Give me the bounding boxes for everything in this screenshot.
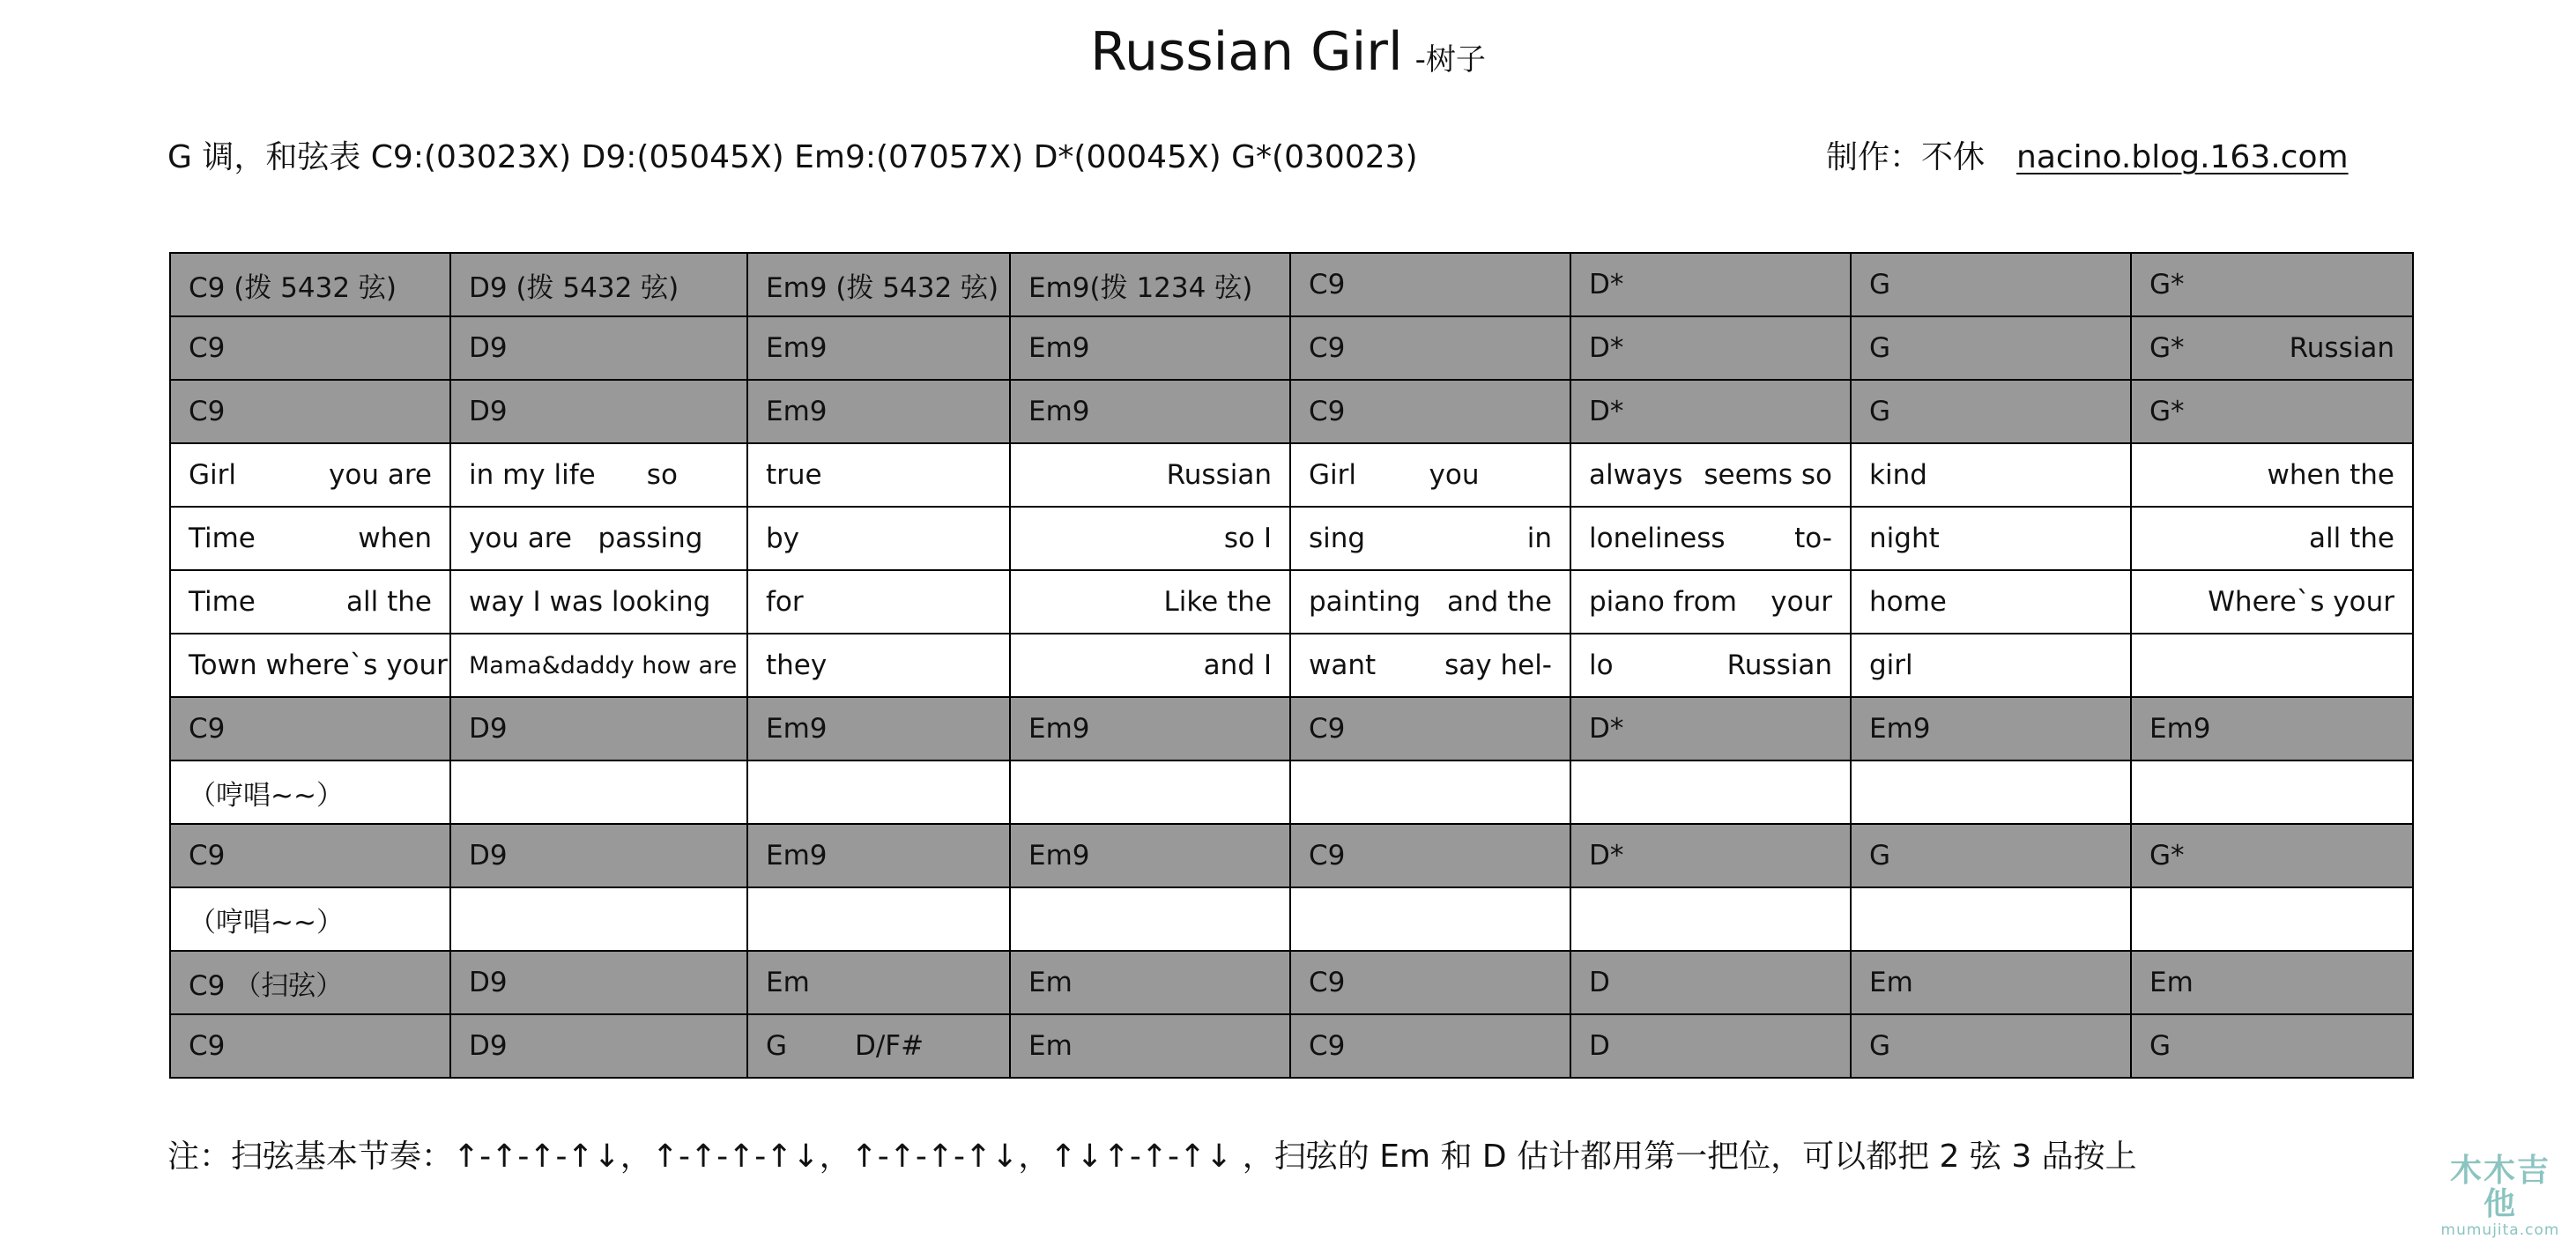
chord-cell	[747, 316, 1010, 380]
lyric-cell	[1570, 887, 1851, 951]
cell-text: D9	[469, 396, 508, 427]
chord-cell	[747, 253, 1010, 316]
chord-row	[170, 380, 2413, 443]
cell-text: Where`s your	[2208, 586, 2394, 618]
lyric-cell	[1010, 760, 1290, 824]
cell-text: sing	[1309, 523, 1366, 554]
lyric-cell	[1570, 443, 1851, 507]
cell-text: Em9	[1028, 396, 1090, 427]
cell-text: when the	[2267, 459, 2394, 491]
cell-text: passing	[598, 523, 703, 554]
lyric-cell	[170, 634, 450, 697]
lyric-cell	[450, 634, 747, 697]
cell-text-group	[469, 586, 729, 618]
cell-text: C9 (拨 5432 弦)	[189, 271, 397, 304]
chord-row	[170, 697, 2413, 760]
chord-cell	[170, 824, 450, 887]
chord-cell	[1290, 824, 1570, 887]
cell-text: you are	[329, 459, 432, 491]
strumming-note: 注：扫弦基本节奏：↑-↑-↑-↑↓，↑-↑-↑-↑↓，↑-↑-↑-↑↓，↑↓↑-↑-↑↓ ，扫弦的 Em 和 D 估计都用第一把位，可以都把 2 弦 3 品按上	[167, 1139, 2137, 1175]
cell-text: by	[766, 523, 800, 554]
cell-text: C9	[189, 713, 226, 745]
chart-body	[170, 253, 2413, 1078]
lyric-cell	[2131, 634, 2413, 697]
lyric-cell	[170, 507, 450, 570]
cell-text: girl	[1869, 649, 1913, 681]
chord-cell	[2131, 253, 2413, 316]
lyric-cell	[450, 443, 747, 507]
cell-text: C9	[189, 332, 226, 364]
lyric-cell	[450, 570, 747, 634]
chord-cell	[747, 697, 1010, 760]
lyric-row	[170, 760, 2413, 824]
cell-text: Like the	[1163, 586, 1272, 618]
site-watermark	[2434, 1154, 2566, 1239]
chord-cell	[747, 380, 1010, 443]
cell-text: Girl	[189, 459, 236, 491]
lyric-cell	[2131, 507, 2413, 570]
cell-text: Em9	[1028, 840, 1090, 872]
cell-text: G	[1869, 396, 1891, 427]
cell-text: and the	[1446, 586, 1552, 618]
lyric-cell	[1010, 634, 1290, 697]
chord-cell	[1290, 951, 1570, 1014]
chord-cell	[2131, 1014, 2413, 1078]
cell-text: Em9 (拨 5432 弦)	[766, 271, 999, 304]
cell-text-group	[1309, 586, 1552, 618]
cell-text: C9	[189, 396, 226, 427]
chord-cell	[1290, 316, 1570, 380]
cell-text: always	[1589, 459, 1683, 491]
cell-text: D*	[1589, 840, 1624, 872]
cell-text: G*	[2149, 269, 2185, 300]
chord-cell	[1010, 380, 1290, 443]
chord-cell	[1290, 380, 1570, 443]
cell-text: Em9	[766, 332, 828, 364]
chord-cell	[1851, 951, 2131, 1014]
lyric-cell	[170, 570, 450, 634]
watermark-domain: mumujita.com	[2440, 1221, 2560, 1239]
cell-text: G*	[2149, 396, 2185, 427]
chord-cell	[450, 951, 747, 1014]
cell-text: D*	[1589, 332, 1624, 364]
cell-text: when	[358, 523, 432, 554]
chord-row	[170, 316, 2413, 380]
chord-cell	[450, 253, 747, 316]
cell-text: say hel-	[1444, 649, 1552, 681]
cell-text-group	[189, 523, 432, 554]
cell-text: night	[1869, 523, 1940, 554]
cell-text: D/F#	[854, 1030, 924, 1062]
chord-cell	[1010, 1014, 1290, 1078]
cell-text-group	[2149, 332, 2394, 364]
cell-text: Em	[1028, 1030, 1073, 1062]
chord-cell	[2131, 951, 2413, 1014]
lyric-cell	[2131, 887, 2413, 951]
cell-text: loneliness	[1589, 523, 1726, 554]
lyric-cell	[170, 887, 450, 951]
chord-cell	[450, 316, 747, 380]
cell-text: （哼唱~~）	[189, 779, 344, 812]
chord-cell	[1851, 380, 2131, 443]
lyric-cell	[1851, 443, 2131, 507]
lyric-cell	[1010, 507, 1290, 570]
cell-text: kind	[1869, 459, 1927, 491]
chord-cell	[1570, 951, 1851, 1014]
cell-text: Time	[189, 586, 256, 618]
cell-text-group	[1309, 459, 1552, 491]
cell-text: home	[1869, 586, 1947, 618]
cell-text: D	[1589, 1030, 1610, 1062]
lyric-cell	[170, 443, 450, 507]
lyric-cell	[1570, 760, 1851, 824]
cell-text: D9	[469, 840, 508, 872]
chord-cell	[170, 380, 450, 443]
cell-text: C9	[189, 840, 226, 872]
cell-text: all the	[2309, 523, 2394, 554]
credit-label: 制作：不休	[1826, 139, 1986, 175]
chord-cell	[170, 316, 450, 380]
cell-text-group	[1589, 586, 1832, 618]
cell-text-group	[1589, 649, 1832, 681]
cell-text: D9	[469, 713, 508, 745]
cell-text: C9	[1309, 840, 1346, 872]
cell-text: Em9(拨 1234 弦)	[1028, 271, 1253, 304]
lyric-cell	[170, 760, 450, 824]
lyric-cell	[1290, 634, 1570, 697]
lyric-row	[170, 887, 2413, 951]
lyric-cell	[1290, 887, 1570, 951]
chord-cell	[450, 697, 747, 760]
chord-cell	[2131, 824, 2413, 887]
chord-cell	[1010, 316, 1290, 380]
cell-text: C9	[189, 1030, 226, 1062]
chord-cell	[1010, 951, 1290, 1014]
lyric-cell	[450, 760, 747, 824]
cell-text: Russian	[1726, 649, 1832, 681]
cell-text: so I	[1223, 523, 1272, 554]
cell-text: G	[1869, 269, 1891, 300]
lyric-row	[170, 634, 2413, 697]
lyric-cell	[1290, 507, 1570, 570]
chord-cell	[1570, 253, 1851, 316]
chord-cell	[1570, 1014, 1851, 1078]
cell-text: you are	[469, 523, 572, 554]
credit	[1826, 132, 2349, 177]
chord-cell	[1290, 253, 1570, 316]
cell-text: Em9	[2149, 713, 2211, 745]
lyric-row	[170, 507, 2413, 570]
chord-cell	[170, 951, 450, 1014]
chord-cell	[1570, 316, 1851, 380]
cell-text-group	[189, 586, 432, 618]
chord-row	[170, 824, 2413, 887]
chord-cell	[747, 824, 1010, 887]
chord-row	[170, 253, 2413, 316]
cell-text: your	[1771, 586, 1832, 618]
cell-text: G	[1869, 840, 1891, 872]
chord-cell	[1851, 253, 2131, 316]
chord-cell	[1010, 824, 1290, 887]
cell-text: piano from	[1589, 586, 1737, 618]
chord-lyric-table	[169, 252, 2414, 1079]
cell-text: you	[1429, 459, 1480, 491]
cell-text: Em9	[766, 840, 828, 872]
cell-text: and I	[1203, 649, 1272, 681]
chord-cell	[170, 697, 450, 760]
lyric-cell	[747, 570, 1010, 634]
chord-cell	[1570, 380, 1851, 443]
lyric-cell	[747, 887, 1010, 951]
lyric-cell	[747, 760, 1010, 824]
chord-cell	[2131, 316, 2413, 380]
chord-cell	[1290, 697, 1570, 760]
lyric-cell	[1010, 887, 1290, 951]
song-title-main: Russian Girl	[1090, 21, 1403, 83]
cell-text: Mama&daddy how are	[469, 651, 738, 679]
cell-text: G*	[2149, 840, 2185, 872]
cell-text: Girl	[1309, 459, 1356, 491]
cell-text-group	[469, 459, 729, 491]
chord-cell	[2131, 697, 2413, 760]
lyric-cell	[1290, 760, 1570, 824]
lyric-cell	[1851, 760, 2131, 824]
chord-row	[170, 951, 2413, 1014]
song-artist: -树子	[1414, 42, 1486, 78]
cell-text: G	[766, 1030, 788, 1062]
lyric-cell	[1010, 443, 1290, 507]
cell-text: C9	[1309, 967, 1346, 998]
lyric-cell	[747, 443, 1010, 507]
credit-site-link[interactable]: nacino.blog.163.com	[2016, 139, 2349, 175]
chord-cell	[450, 824, 747, 887]
cell-text: D9	[469, 967, 508, 998]
lyric-cell	[1851, 634, 2131, 697]
cell-text: D9	[469, 1030, 508, 1062]
key-and-chord-table: G 调，和弦表 C9:(03023X) D9:(05045X) Em9:(07057X) D*(00045X) G*(030023)	[167, 139, 1418, 175]
lyric-cell	[1570, 634, 1851, 697]
cell-text: Em9	[1028, 332, 1090, 364]
cell-text: Em	[1028, 967, 1073, 998]
lyric-cell	[1010, 570, 1290, 634]
cell-text: way I was looking	[469, 586, 711, 618]
lyric-cell	[747, 507, 1010, 570]
lyric-cell	[1290, 570, 1570, 634]
chord-cell	[450, 1014, 747, 1078]
cell-text-group	[766, 1030, 991, 1062]
cell-text: all the	[346, 586, 432, 618]
chord-cell	[747, 1014, 1010, 1078]
cell-text: lo	[1589, 649, 1614, 681]
chord-cell	[1851, 824, 2131, 887]
cell-text: Em9	[1869, 713, 1931, 745]
chord-cell	[1851, 697, 2131, 760]
cell-text-group	[1589, 459, 1832, 491]
cell-text: G*	[2149, 332, 2185, 364]
cell-text: G	[1869, 1030, 1891, 1062]
cell-text-group	[469, 523, 729, 554]
cell-text: C9	[1309, 269, 1346, 300]
chord-cell	[2131, 380, 2413, 443]
cell-text: Russian	[1166, 459, 1272, 491]
chord-cell	[1570, 824, 1851, 887]
cell-text: in	[1526, 523, 1552, 554]
watermark-logo-text: 木木吉他	[2449, 1153, 2550, 1222]
cell-text: for	[766, 586, 804, 618]
cell-text: C9 （扫弦）	[189, 969, 344, 1002]
cell-text: C9	[1309, 396, 1346, 427]
cell-text: Russian	[2289, 332, 2394, 364]
cell-text-group	[1309, 649, 1552, 681]
cell-text: to-	[1794, 523, 1832, 554]
cell-text: D9	[469, 332, 508, 364]
lyric-cell	[450, 887, 747, 951]
lyric-cell	[1570, 507, 1851, 570]
cell-text: Town where`s your	[189, 649, 448, 681]
cell-text-group	[189, 459, 432, 491]
chord-row	[170, 1014, 2413, 1078]
cell-text: Em	[2149, 967, 2194, 998]
cell-text: D*	[1589, 396, 1624, 427]
chord-cell	[747, 951, 1010, 1014]
cell-text-group	[1589, 523, 1832, 554]
cell-text: Em	[1869, 967, 1913, 998]
lyric-cell	[2131, 570, 2413, 634]
cell-text: Em9	[766, 713, 828, 745]
cell-text: want	[1309, 649, 1377, 681]
chord-cell	[1570, 697, 1851, 760]
chord-cell	[1010, 697, 1290, 760]
cell-text: Em9	[766, 396, 828, 427]
lyric-cell	[1570, 570, 1851, 634]
chord-cell	[450, 380, 747, 443]
cell-text: Time	[189, 523, 256, 554]
lyric-cell	[2131, 443, 2413, 507]
cell-text: G	[2149, 1030, 2171, 1062]
cell-text: （哼唱~~）	[189, 906, 344, 939]
song-title	[0, 21, 2576, 83]
cell-text: C9	[1309, 332, 1346, 364]
cell-text: Em9	[1028, 713, 1090, 745]
cell-text: Em	[766, 967, 810, 998]
cell-text: they	[766, 649, 828, 681]
cell-text: true	[766, 459, 822, 491]
chord-cell	[1290, 1014, 1570, 1078]
chord-cell	[170, 253, 450, 316]
cell-text: D9 (拨 5432 弦)	[469, 271, 679, 304]
chord-cell	[1010, 253, 1290, 316]
cell-text: seems so	[1704, 459, 1832, 491]
cell-text: painting	[1309, 586, 1422, 618]
cell-text: D*	[1589, 713, 1624, 745]
cell-text: C9	[1309, 713, 1346, 745]
lyric-cell	[1290, 443, 1570, 507]
lyric-cell	[450, 507, 747, 570]
cell-text: D	[1589, 967, 1610, 998]
chord-cell	[1851, 1014, 2131, 1078]
cell-text: G	[1869, 332, 1891, 364]
lyric-cell	[1851, 570, 2131, 634]
cell-text: D*	[1589, 269, 1624, 300]
lyric-row	[170, 443, 2413, 507]
chord-cell	[170, 1014, 450, 1078]
cell-text: so	[646, 459, 678, 491]
chord-cell	[1851, 316, 2131, 380]
lyric-cell	[747, 634, 1010, 697]
lyric-row	[170, 570, 2413, 634]
lyric-cell	[1851, 507, 2131, 570]
cell-text-group	[1309, 523, 1552, 554]
cell-text: in my life	[469, 459, 596, 491]
cell-text: C9	[1309, 1030, 1346, 1062]
lyric-cell	[1851, 887, 2131, 951]
lyric-cell	[2131, 760, 2413, 824]
